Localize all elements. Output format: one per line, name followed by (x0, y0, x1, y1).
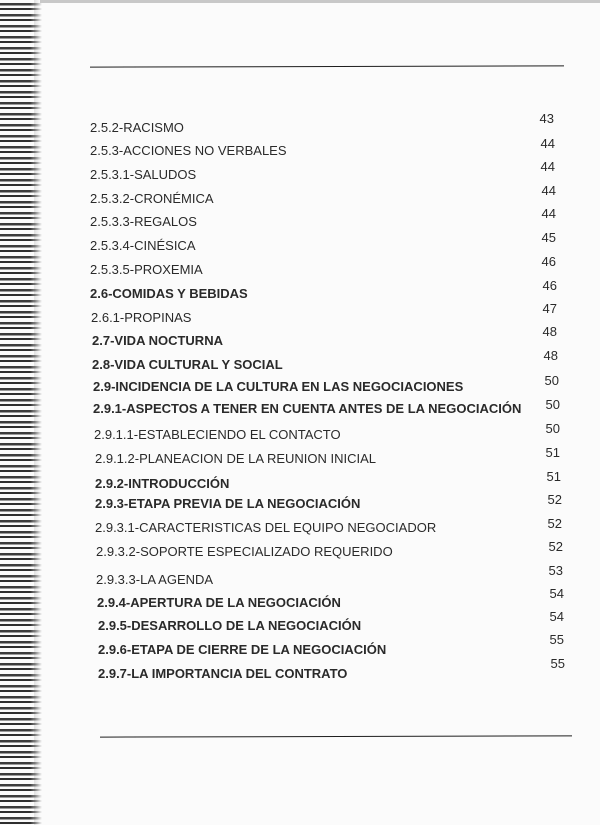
toc-entry-label: 2.6-COMIDAS Y BEBIDAS (90, 286, 248, 301)
toc-entry-page-number: 44 (541, 206, 556, 221)
toc-entry-label: 2.9.6-ETAPA DE CIERRE DE LA NEGOCIACIÓN (98, 642, 387, 657)
toc-entry-label: 2.9.5-DESARROLLO DE LA NEGOCIACIÓN (98, 618, 362, 633)
toc-entry-label: 2.9.1-ASPECTOS A TENER EN CUENTA ANTES DE LA NEGOCIACIÓN (93, 401, 522, 416)
toc-entry-page-number: 50 (544, 373, 559, 388)
toc-entry-page-number: 44 (540, 159, 555, 174)
toc-entry-page-number: 55 (549, 632, 564, 647)
bottom-rule (100, 735, 572, 737)
toc-entry-page-number: 45 (541, 230, 556, 245)
top-rule (90, 65, 564, 67)
toc-entry-label: 2.9.2-INTRODUCCIÓN (95, 476, 230, 491)
toc-entry-page-number: 44 (541, 183, 556, 198)
toc-entry-page-number: 52 (547, 492, 562, 507)
toc-entry-page-number: 53 (548, 563, 563, 578)
binding-shadow (34, 0, 40, 825)
toc-entry-page-number: 50 (545, 397, 560, 412)
toc-entry-page-number: 46 (542, 278, 557, 293)
toc-entry-page-number: 43 (539, 111, 554, 126)
toc-entry-page-number: 46 (541, 254, 556, 269)
toc-entry-page-number: 44 (540, 136, 555, 151)
toc-entry-label: 2.9.3.1-CARACTERISTICAS DEL EQUIPO NEGOCIADOR (95, 520, 437, 535)
toc-entry-page-number: 52 (548, 539, 563, 554)
page-top-edge (40, 0, 600, 3)
toc-entry-label: 2.9.1.2-PLANEACION DE LA REUNION INICIAL (95, 451, 377, 466)
toc-entry-label: 2.5.3.3-REGALOS (90, 214, 197, 229)
toc-entry-label: 2.8-VIDA CULTURAL Y SOCIAL (92, 357, 283, 372)
toc-entry-label: 2.6.1-PROPINAS (91, 310, 192, 325)
toc-entry-page-number: 54 (549, 586, 564, 601)
toc-entry-label: 2.5.3.4-CINÉSICA (90, 238, 196, 253)
toc-entry-label: 2.7-VIDA NOCTURNA (92, 333, 223, 348)
toc-entry-label: 2.9-INCIDENCIA DE LA CULTURA EN LAS NEGOCIACIONES (93, 379, 464, 394)
toc-entry-page-number: 48 (543, 348, 558, 363)
toc-entry-label: 2.9.3.3-LA AGENDA (96, 572, 214, 587)
toc-entry-label: 2.5.3.5-PROXEMIA (90, 262, 203, 277)
toc-entry-label: 2.9.1.1-ESTABLECIENDO EL CONTACTO (94, 427, 341, 442)
toc-entry-page-number: 52 (547, 516, 562, 531)
toc-entry-label: 2.5.3-ACCIONES NO VERBALES (90, 143, 287, 158)
toc-entry-page-number: 51 (546, 469, 561, 484)
toc-entry-page-number: 48 (542, 324, 557, 339)
toc-entry-page-number: 54 (549, 609, 564, 624)
toc-entry-label: 2.5.2-RACISMO (90, 120, 184, 135)
toc-entry-label: 2.5.3.1-SALUDOS (90, 167, 197, 182)
toc-entry-label: 2.9.3-ETAPA PREVIA DE LA NEGOCIACIÓN (95, 496, 361, 511)
toc-entry-page-number: 47 (542, 301, 557, 316)
toc-entry-page-number: 50 (545, 421, 560, 436)
toc-entry-page-number: 55 (550, 656, 565, 671)
toc-entry-label: 2.5.3.2-CRONÉMICA (90, 191, 214, 206)
toc-entry-label: 2.9.3.2-SOPORTE ESPECIALIZADO REQUERIDO (96, 544, 393, 559)
toc-entry-label: 2.9.7-LA IMPORTANCIA DEL CONTRATO (98, 666, 348, 681)
toc-entry-label: 2.9.4-APERTURA DE LA NEGOCIACIÓN (97, 595, 341, 610)
toc-entry-page-number: 51 (545, 445, 560, 460)
